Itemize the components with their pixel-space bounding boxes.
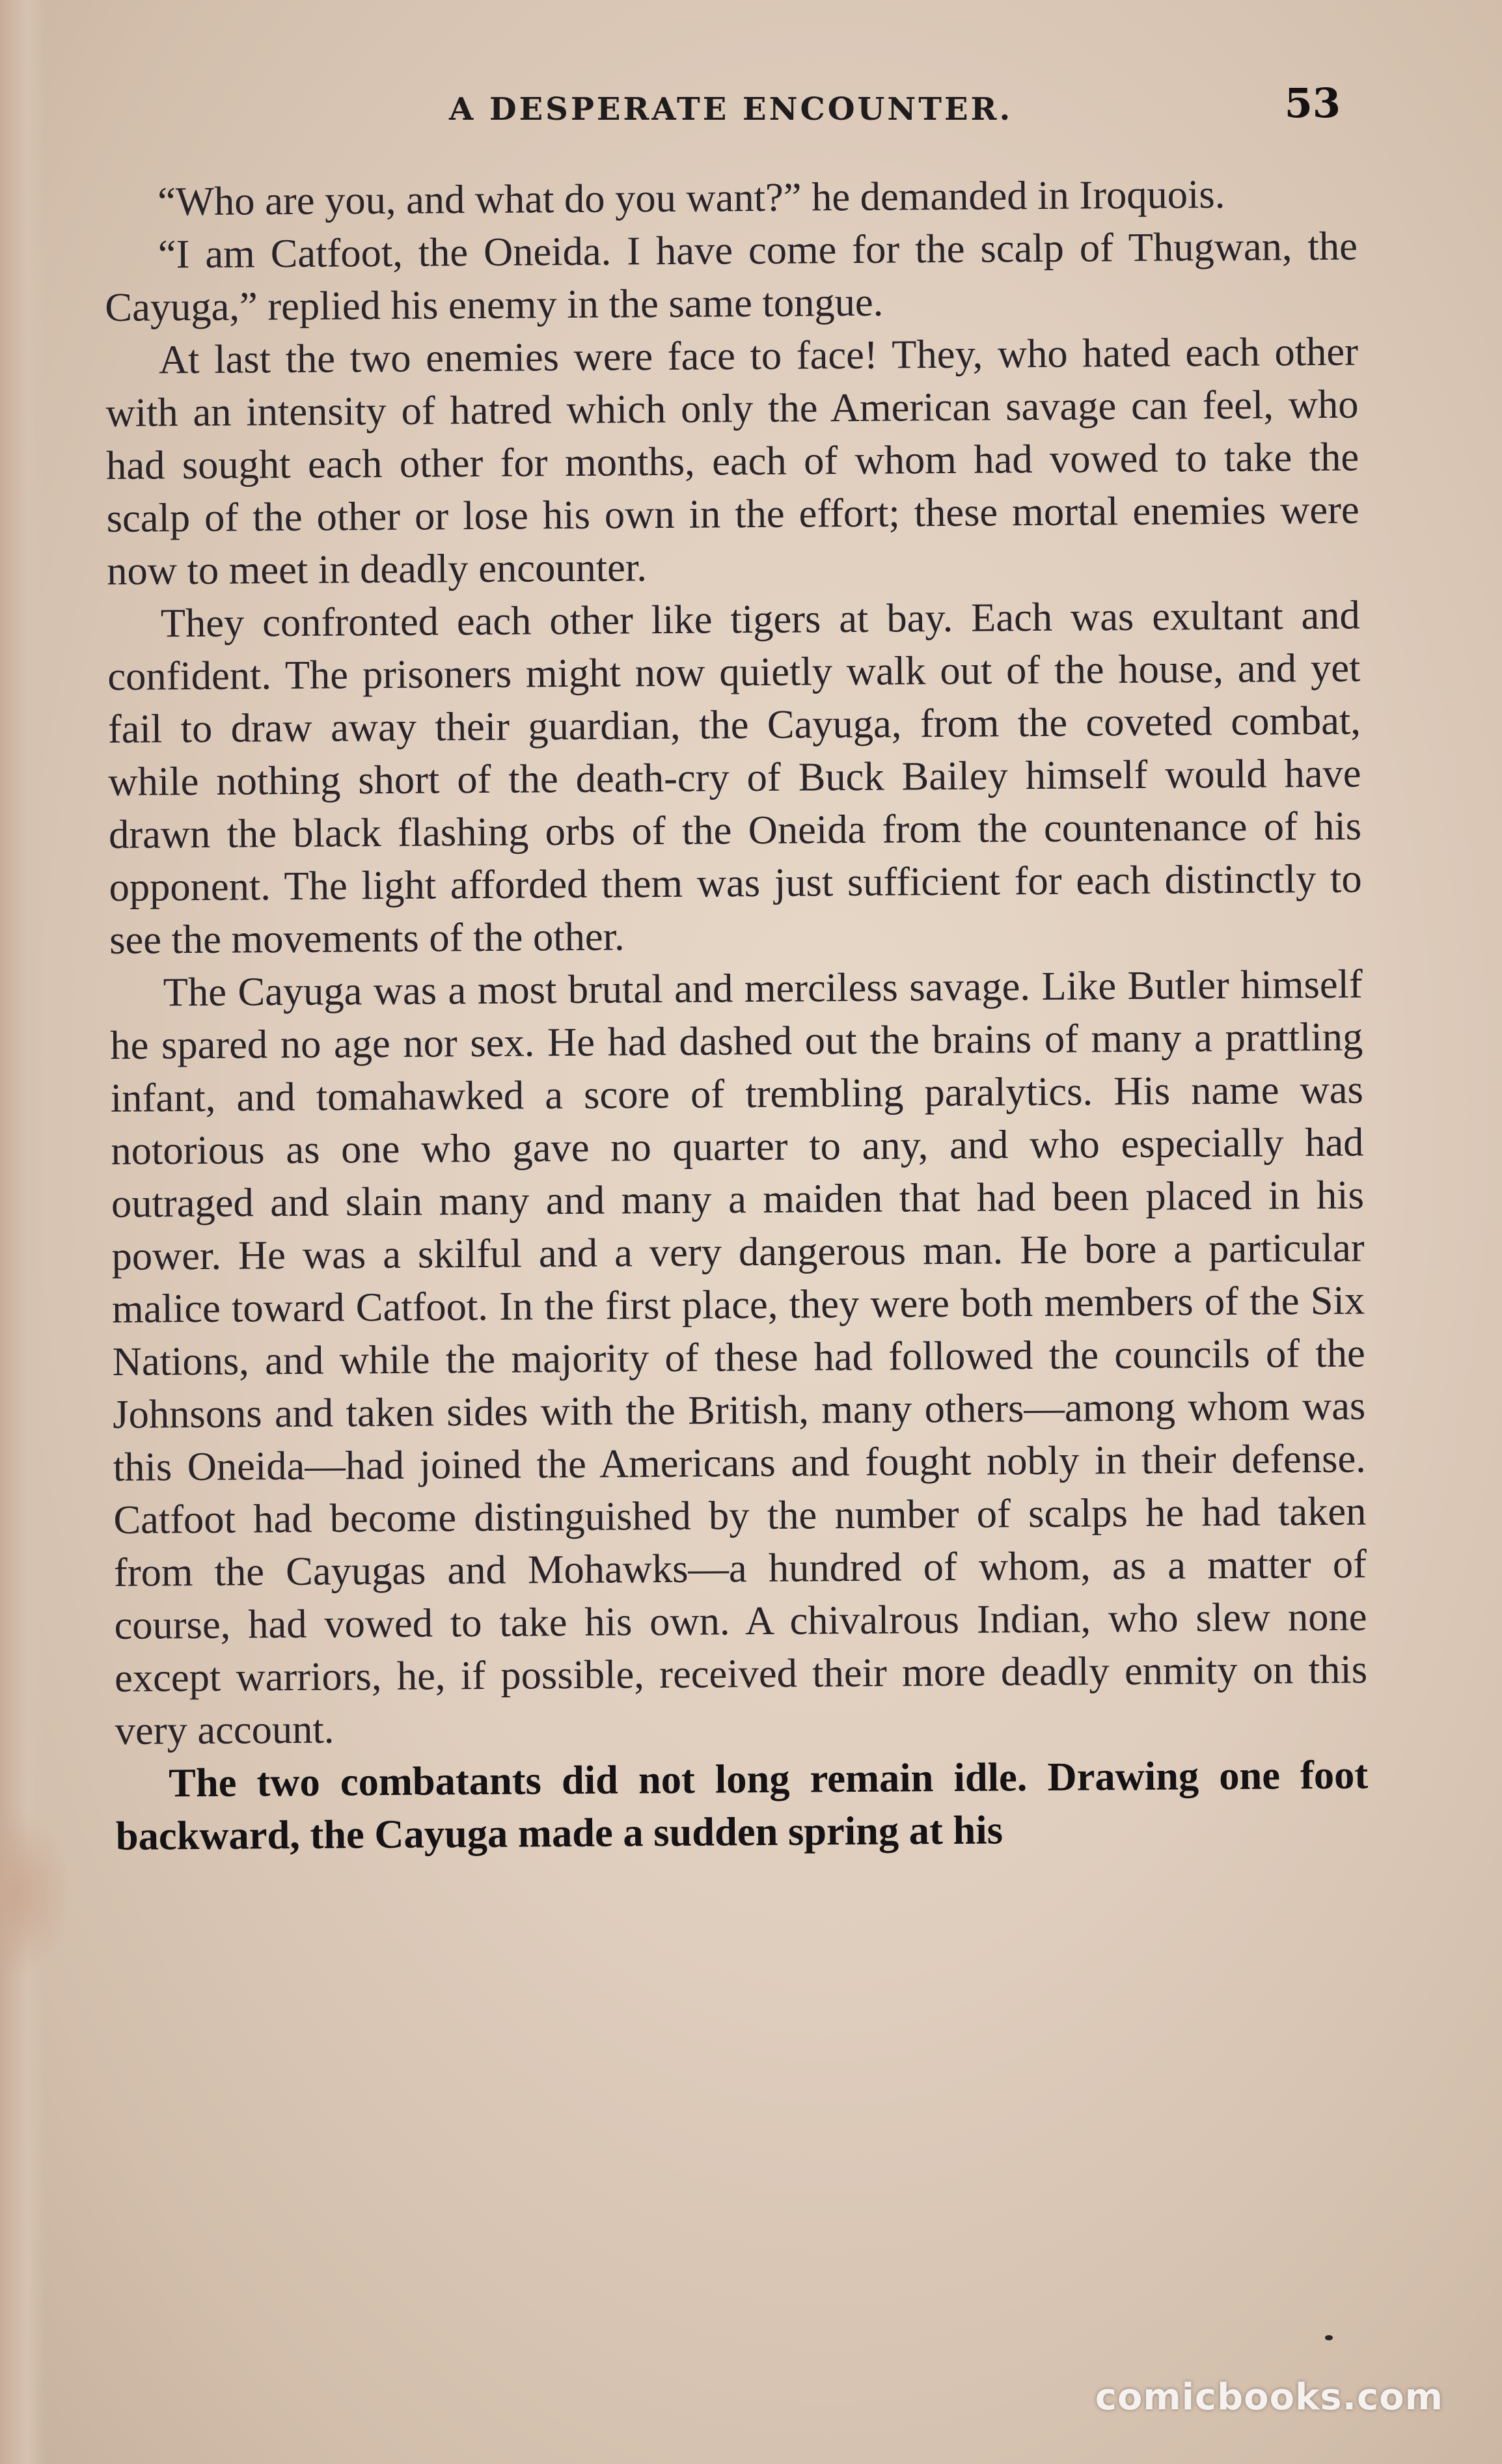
paragraph: They confronted each other like tigers at bay. Each was exultant and confident. The prisoners might now quietly walk out of the house, and yet fail to draw away their guardian, the Cayuga, from the coveted combat, while nothing short of the death-cry of Buck Bailey himself would have drawn the black flashing orbs of the Oneida from the countenance of his opponent. The light afforded them was just sufficient for each distinctly to see the movements of the other. (107, 592, 1362, 963)
paragraph: At last the two enemies were face to face! They, who hated each other with an intensity of hatred which only the American savage can feel, who had sought each other for months, each of whom had vowed to take the scalp of the other or lose his own in the effort; these mortal enemies were now to meet in deadly encounter. (105, 328, 1359, 594)
running-header (98, 79, 1373, 143)
paper-stain (0, 1809, 72, 1978)
page-number: 53 (1284, 79, 1341, 127)
paragraph: “I am Catfoot, the Oneida. I have come for the scalp of Thugwan, the Cayuga,” replied his enemy in the same tongue. (105, 223, 1358, 330)
paragraph: The two combatants did not long remain idle. Drawing one foot backward, the Cayuga made a sudden spring at his (115, 1751, 1369, 1859)
page-edge-shadow (0, 0, 46, 2464)
chapter-running-title: A DESPERATE ENCOUNTER. (449, 91, 1013, 128)
source-watermark: comicbooks.com (1095, 2376, 1443, 2418)
body-text (104, 167, 1369, 1863)
ink-speck (1325, 2335, 1333, 2340)
paragraph: The Cayuga was a most brutal and merciless savage. Like Butler himself he spared no age nor sex. He had dashed out the brains of many a prattling infant, and tomahawked a score of trembling paralytics. His name was notorious as one who gave no quarter to any, and who especially had outraged and slain many and many a maiden that had been placed in his power. He was a skilful and a very dangerous man. He bore a particular malice toward Catfoot. In the first place, they were both members of the Six Nations, and while the majority of these had followed the councils of the Johnsons and taken sides with the British, many others—among whom was this Oneida—had joined the Americans and fought nobly in their defense. Catfoot had become distinguished by the number of scalps he had taken from the Cayugas and Mohawks—a hundred of whom, as a matter of course, had vowed to take his own. A chivalrous Indian, who slew none except warriors, he, if possible, received their more deadly enmity on this very account. (110, 961, 1368, 1753)
paragraph: “Who are you, and what do you want?” he demanded in Iroquois. (157, 171, 1225, 225)
